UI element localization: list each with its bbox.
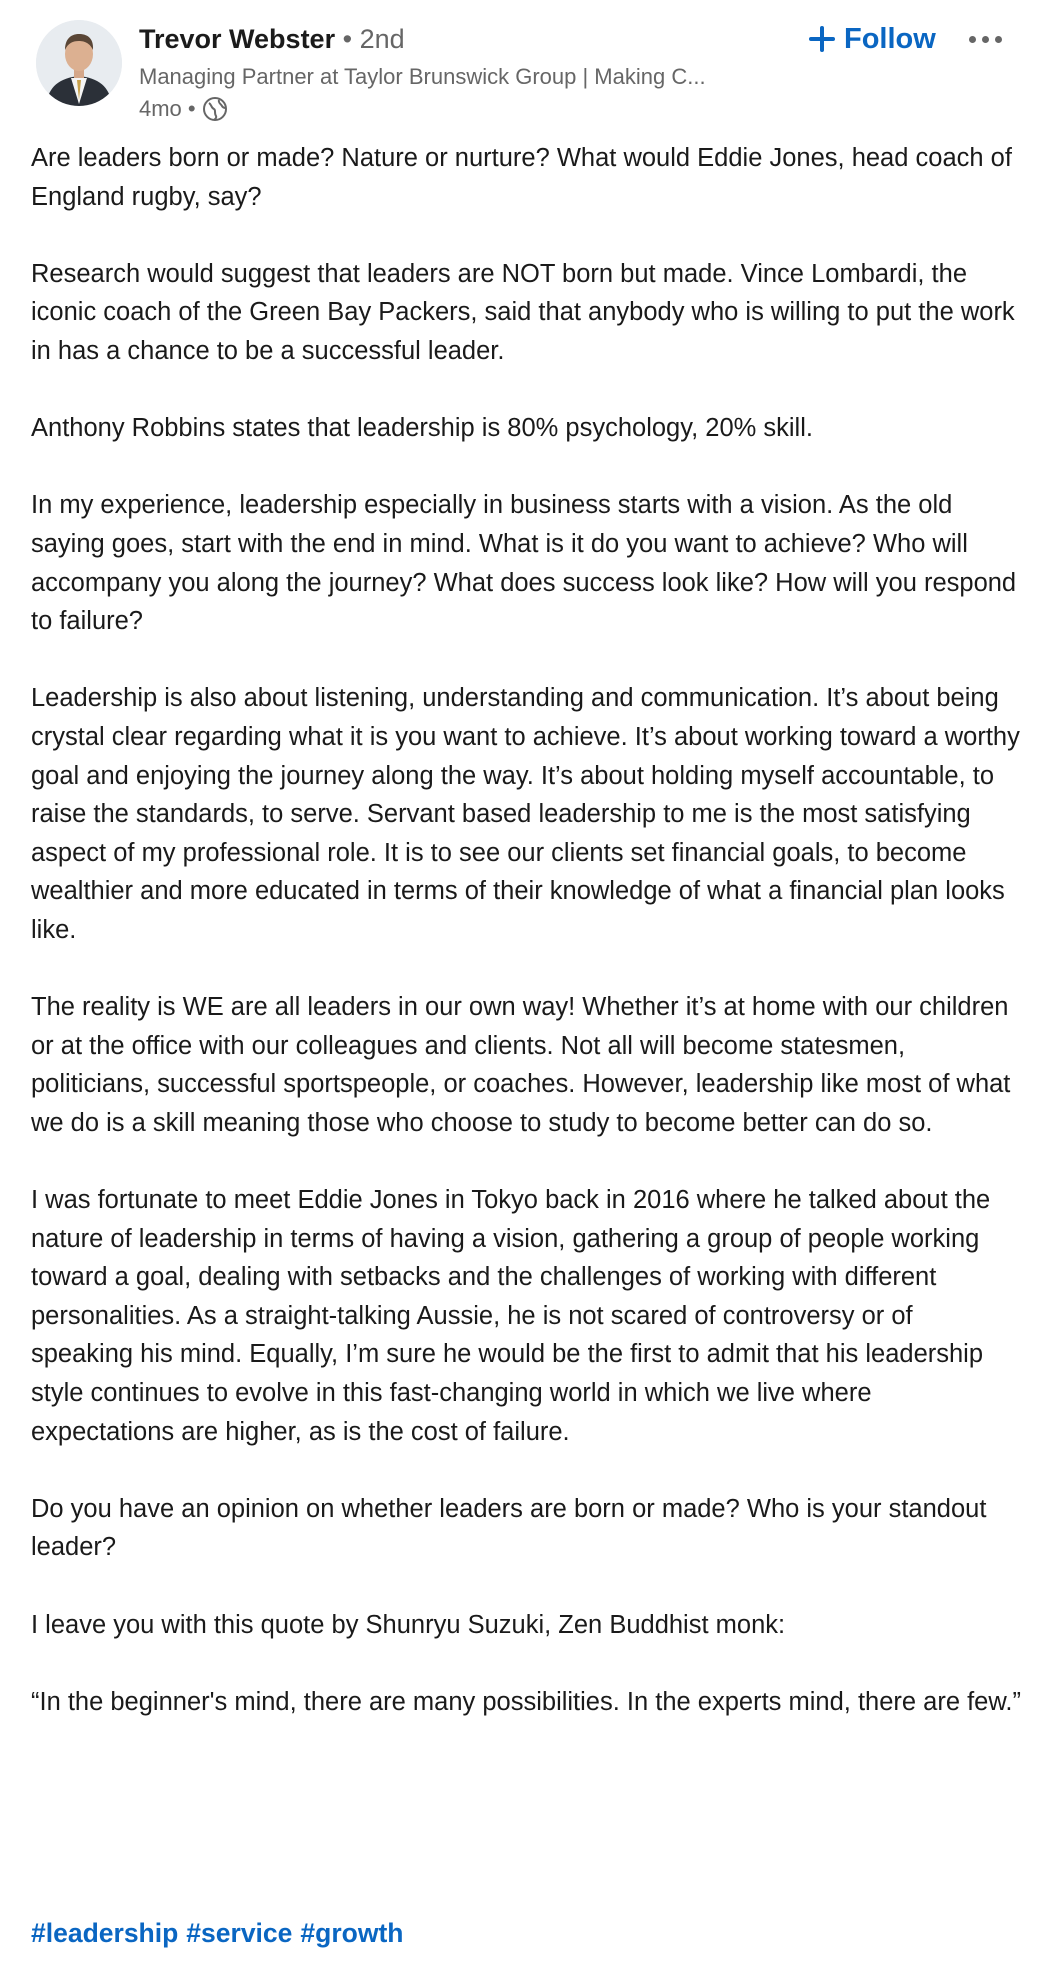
hashtag-link[interactable]: #growth — [300, 1918, 404, 1948]
follow-button[interactable] — [800, 16, 944, 62]
hashtag-link[interactable]: #leadership — [31, 1918, 179, 1948]
post-timestamp-row — [139, 96, 228, 122]
post-paragraph: Do you have an opinion on whether leaders are born or made? Who is your standout leader? — [31, 1494, 987, 1562]
post-paragraph: I leave you with this quote by Shunryu Suzuki, Zen Buddhist monk: — [31, 1610, 786, 1639]
hashtag-link[interactable]: #service — [186, 1918, 293, 1948]
post-header — [0, 0, 1042, 140]
post-paragraph: “In the beginner's mind, there are many possibilities. In the experts mind, there are few.” — [31, 1687, 1021, 1716]
more-dot-icon — [969, 36, 976, 43]
more-dot-icon — [995, 36, 1002, 43]
follow-label: Follow — [844, 22, 936, 55]
post-paragraph: Research would suggest that leaders are NOT born but made. Vince Lombardi, the iconic coach of the Green Bay Packers, said that anybody who is willing to put the work in has a chance to be a successful leader. — [31, 259, 1015, 365]
globe-icon — [202, 96, 228, 122]
post-paragraph: I was fortunate to meet Eddie Jones in Tokyo back in 2016 where he talked about the nature of leadership in terms of having a vision, gathering a group of people working toward a goal, dealing with setbacks and the challenges of working with different personalities. As a straight-talking Aussie, he is not scared of controversy or of speaking his mind. Equally, I’m sure he would be the first to admit that his leadership style continues to evolve in this fast-changing world in which we live where expectations are higher, as is the cost of failure. — [31, 1186, 991, 1446]
post-paragraph: Anthony Robbins states that leadership is 80% psychology, 20% skill. — [31, 414, 813, 443]
post-paragraph: Leadership is also about listening, understanding and communication. It’s about being crystal clear regarding what it is you want to achieve. It’s about working toward a worthy goal and enjoying the journey along the way. It’s about holding myself accountable, to raise the standards, to serve. Servant based leadership to me is the most satisfying aspect of my professional role. It is to see our clients set financial goals, to become wealthier and more educated in terms of their knowledge of what a financial plan looks like. — [31, 684, 1020, 944]
post-timestamp: 4mo • — [139, 96, 196, 121]
author-headline: Managing Partner at Taylor Brunswick Group | Making C... — [139, 64, 706, 89]
post-paragraph: The reality is WE are all leaders in our own way! Whether it’s at home with our children or at the office with our colleagues and clients. Not all will become statesmen, politicians, successful sportspeople, or coaches. However, leadership like most of what we do is a skill meaning those who choose to study to become better can do so. — [31, 993, 1011, 1137]
post-body — [31, 139, 1021, 1760]
hashtag-list — [31, 1918, 411, 1949]
author-name[interactable]: Trevor Webster — [139, 24, 336, 54]
post-paragraph: In my experience, leadership especially in business starts with a vision. As the old saying goes, start with the end in mind. What is it do you want to achieve? Who will accompany you along the journey? What does success look like? How will you respond to failure? — [31, 491, 1017, 636]
plus-icon — [808, 25, 836, 53]
more-options-button[interactable] — [960, 22, 1010, 56]
connection-degree: • 2nd — [342, 24, 405, 54]
post-paragraph: Are leaders born or made? Nature or nurture? What would Eddie Jones, head coach of England rugby, say? — [31, 144, 1012, 211]
author-avatar[interactable] — [36, 20, 122, 106]
author-photo — [36, 20, 122, 106]
more-dot-icon — [982, 36, 989, 43]
author-name-line — [139, 24, 405, 55]
